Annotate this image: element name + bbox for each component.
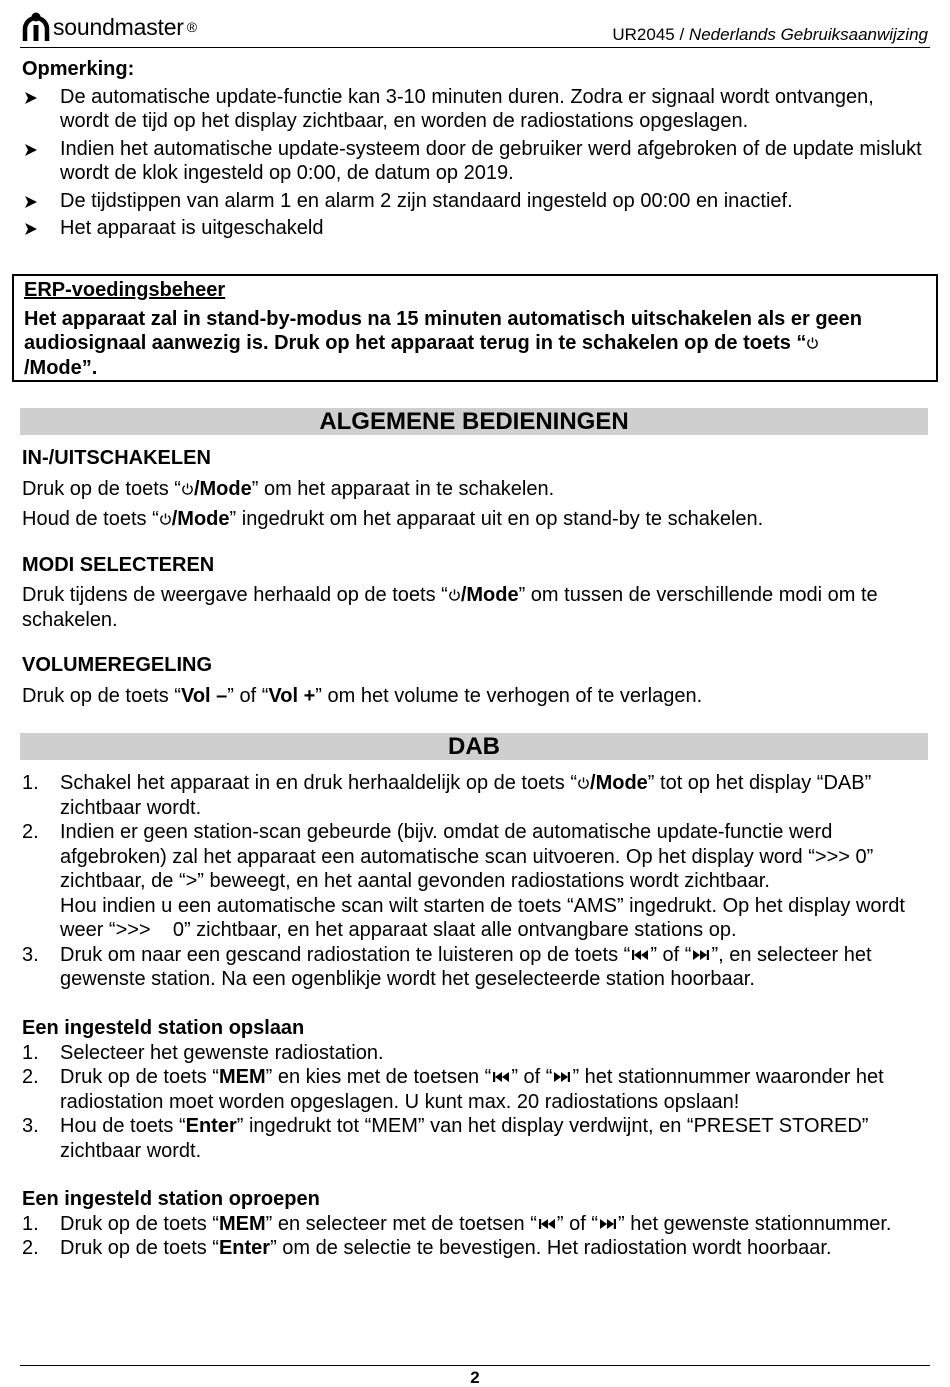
onoff-title: IN-/UITSCHAKELEN	[22, 447, 211, 469]
skip-previous-icon	[537, 1218, 557, 1230]
note-list	[22, 85, 928, 241]
note-section	[22, 57, 928, 241]
arrow-bullet-icon	[22, 189, 42, 213]
erp-title: ERP-voedingsbeheer	[24, 279, 226, 301]
volume-title: VOLUMEREGELING	[22, 654, 213, 676]
recall-steps	[22, 1212, 928, 1261]
onoff-text-1: Druk op de toets “ /Mode” om het apparaat in te schakelen.	[22, 477, 555, 500]
general-section	[22, 446, 928, 708]
skip-previous-icon	[630, 949, 650, 961]
recall-title: Een ingesteld station oproepen	[22, 1188, 320, 1210]
power-icon	[159, 512, 172, 526]
list-item: De tijdstippen van alarm 1 en alarm 2 zijn standaard ingesteld op 00:00 en inactief.	[22, 189, 928, 214]
page-number: 2	[470, 1368, 480, 1387]
erp-power-box	[12, 274, 938, 382]
modes-title: MODI SELECTEREN	[22, 553, 215, 576]
skip-next-icon	[691, 949, 711, 961]
list-item: 1. Schakel het apparaat in en druk herhaaldelijk op de toets “ /Mode” tot op het display “DAB” zichtbaar wordt.	[22, 772, 872, 819]
list-item: 2. Indien er geen station-scan gebeurde (bijv. omdat de automatische update-functie werd afgebroken) zal het apparaat een automatische scan uitvoeren. Op het display word “>>> 0” zichtbaar, de “>” beweegt, en het aantal gevonden radiostations wordt zichtbaar. Hou indien u een automatische scan wilt starten de toets “AMS” ingedrukt. Op het display wordt weer “>>> 0” zichtbaar, en het apparaat slaat alle ontvangbare stations op.	[22, 821, 911, 941]
registered-mark: ®	[186, 18, 198, 35]
brand-name: soundmaster	[53, 13, 184, 40]
footer-divider	[20, 1365, 930, 1366]
erp-text: Het apparaat zal in stand-by-modus na 15 minuten automatisch uitschakelen als er geen audiosignaal aanwezig is. Druk op het apparaat terug in te schakelen op de toets “ /Mode”.	[24, 307, 862, 379]
list-item: 2. Druk op de toets “MEM” en kies met de toetsen “ ” of “ ” het stationnummer waaronder het radiostation moet worden opgeslagen. U kunt max. 20 radiostations opslaan!	[22, 1066, 884, 1113]
list-item: De automatische update-functie kan 3-10 minuten duren. Zodra er signaal wordt ontvangen, wordt de tijd op het display zichtbaar, en worden de radiostations opgeslagen.	[22, 85, 928, 134]
dab-section	[22, 771, 928, 992]
recall-preset-section	[22, 1187, 928, 1261]
store-title: Een ingesteld station opslaan	[22, 1017, 305, 1039]
dab-steps	[22, 771, 928, 992]
skip-previous-icon	[491, 1071, 511, 1083]
power-icon	[448, 588, 461, 602]
section-heading-dab: DAB	[20, 733, 928, 760]
arrow-bullet-icon	[22, 216, 42, 240]
store-steps	[22, 1041, 928, 1164]
arrow-bullet-icon	[22, 137, 42, 161]
model-number: UR2045	[612, 25, 675, 44]
skip-next-icon	[598, 1218, 618, 1230]
brand-logo	[22, 10, 197, 44]
volume-text: Druk op de toets “Vol –” of “Vol +” om het volume te verhogen of te verlagen.	[22, 684, 703, 707]
doc-title: Nederlands Gebruiksaanwijzing	[688, 25, 928, 44]
list-item: 3. Druk om naar een gescand radiostation te luisteren op de toets “ ” of “ ”, en selecteer het gewenste station. Na een ogenblikje wordt het geselecteerde station hoorbaar.	[22, 943, 872, 990]
list-item: 1. Druk op de toets “MEM” en selecteer met de toetsen “ ” of “ ” het gewenste stationnummer.	[22, 1212, 892, 1235]
power-icon	[577, 776, 590, 790]
soundmaster-logo-icon	[22, 11, 50, 43]
arrow-bullet-icon	[22, 85, 42, 109]
note-title: Opmerking:	[22, 58, 135, 80]
list-item: 3. Hou de toets “Enter” ingedrukt tot “MEM” van het display verdwijnt, en “PRESET STORED” zichtbaar wordt.	[22, 1115, 869, 1162]
power-icon	[806, 336, 819, 350]
section-heading-general: ALGEMENE BEDIENINGEN	[20, 408, 928, 435]
power-icon	[181, 482, 194, 496]
header-divider	[20, 47, 930, 48]
skip-next-icon	[552, 1071, 572, 1083]
store-preset-section	[22, 1016, 928, 1163]
list-item: 2. Druk op de toets “Enter” om de selectie te bevestigen. Het radiostation wordt hoorbaar.	[22, 1237, 832, 1259]
list-item: 1. Selecteer het gewenste radiostation.	[22, 1041, 384, 1064]
onoff-text-2: Houd de toets “ /Mode” ingedrukt om het apparaat uit en op stand-by te schakelen.	[22, 508, 764, 530]
modes-text: Druk tijdens de weergave herhaald op de toets “ /Mode” om tussen de verschillende modi om te schakelen.	[22, 584, 878, 631]
header-doc-info: UR2045 / Nederlands Gebruiksaanwijzing	[612, 25, 928, 44]
list-item: Indien het automatische update-systeem door de gebruiker werd afgebroken of de update mislukt wordt de klok ingesteld op 0:00, de datum op 2019.	[22, 137, 928, 186]
list-item: Het apparaat is uitgeschakeld	[22, 216, 928, 241]
